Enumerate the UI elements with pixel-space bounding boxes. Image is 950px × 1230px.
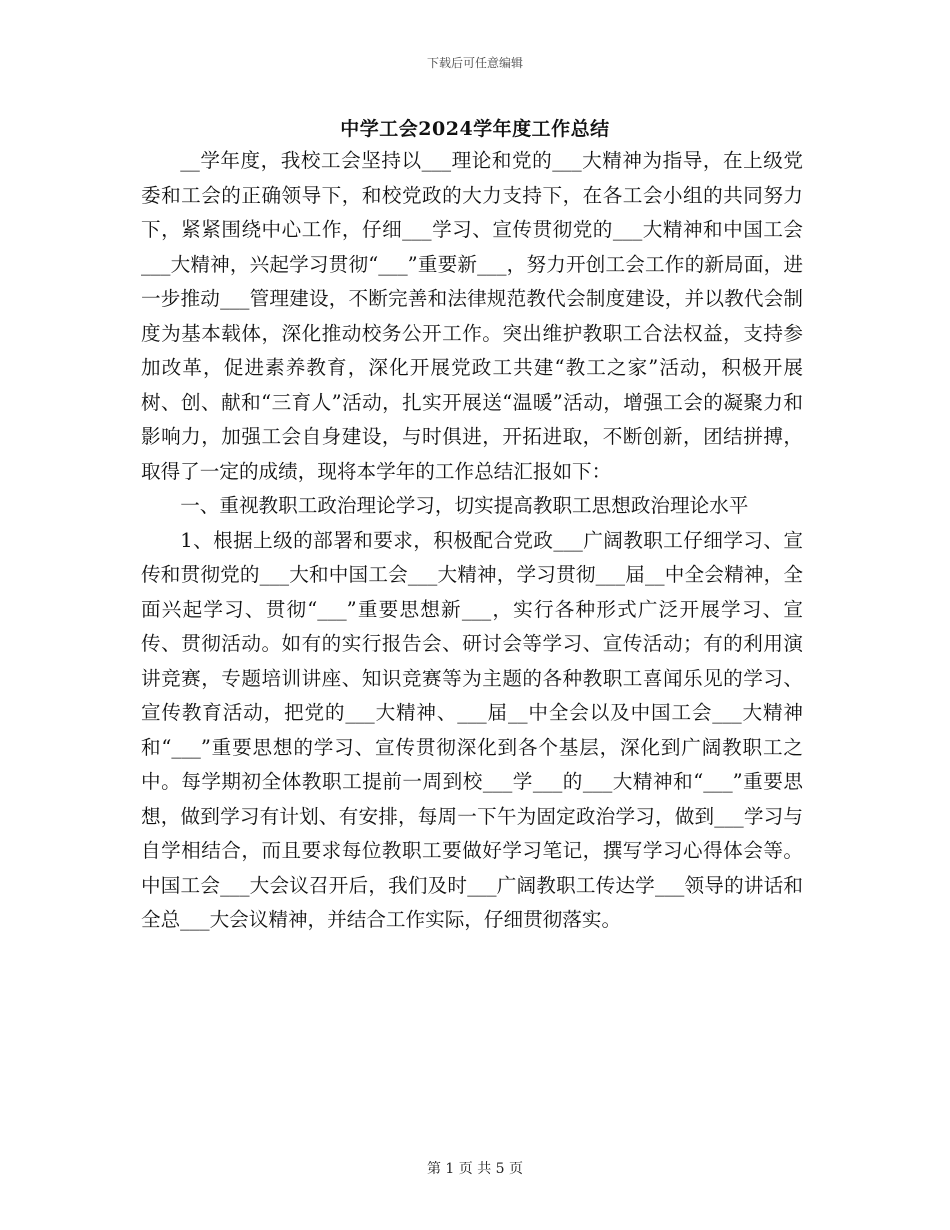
header-note: 下载后可任意编辑	[426, 56, 523, 70]
section-heading-1: 一、重视教职工政治理论学习，切实提高教职工思想政治理论水平	[180, 494, 749, 517]
page-number: 第 1 页 共 5 页	[426, 1161, 524, 1177]
paragraph-intro: __学年度，我校工会坚持以___理论和党的___大精神为指导，在上级党委和工会的正确领导下，和校党政的大力支持下，在各工会小组的共同努力下，紧紧围绕中心工作，仔细___学习、宣传贯彻党的___大精神和中国工会___大精神，兴起学习贯彻“___”重要新___，努力开创工会工作的新局面，进一步推动___管理建设，不断完善和法律规范教代会制度建设，并以教代会制度为基本载体，深化推动校务公开工作。突出维护教职工合法权益，支持参加改革，促进素养教育，深化开展党政工共建“教工之家”活动，积极开展树、创、献和“三育人”活动，扎实开展送“温暖”活动，增强工会的凝聚力和影响力，加强工会自身建设，与时俱进，开拓进取，不断创新，团结拼搏，取得了一定的成绩，现将本学年的工作总结汇报如下：	[141, 149, 803, 483]
document-title: 中学工会2024学年度工作总结	[340, 118, 610, 140]
paragraph-item-1: 1、根据上级的部署和要求，积极配合党政___广阔教职工仔细学习、宣传和贯彻党的___大和中国工会___大精神，学习贯彻___届__中全会精神，全面兴起学习、贯彻“___”重要思想新___，实行各种形式广泛开展学习、宣传、贯彻活动。如有的实行报告会、研讨会等学习、宣传活动；有的利用演讲竞赛，专题培训讲座、知识竞赛等为主题的各种教职工喜闻乐见的学习、宣传教育活动，把党的___大精神、___届__中全会以及中国工会___大精神和“___”重要思想的学习、宣传贯彻深化到各个基层，深化到广阔教职工之中。每学期初全体教职工提前一周到校___学___的___大精神和“___”重要思想，做到学习有计划、有安排，每周一下午为固定政治学习，做到___学习与自学相结合，而且要求每位教职工要做好学习笔记，撰写学习心得体会等。中国工会___大会议召开后，我们及时___广阔教职工传达学___领导的讲话和全总___大会议精神，并结合工作实际，仔细贯彻落实。	[141, 528, 803, 931]
document-body	[141, 144, 803, 938]
